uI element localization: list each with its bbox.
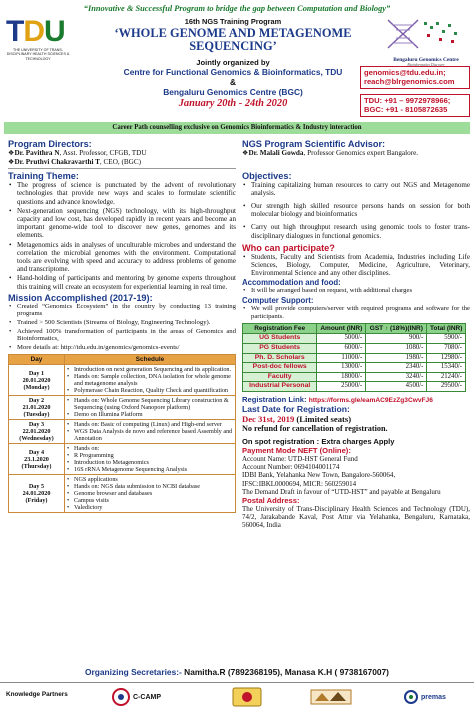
list-item: • Hands on: <box>67 445 233 452</box>
tdu-logo-letters: TDU <box>6 15 65 48</box>
schedule-day: Day 1 <box>28 369 45 377</box>
support-list <box>242 305 470 320</box>
list-item: • Our strength high skilled resource persons hands on session for both molecular biology and bioinformatics <box>242 202 470 218</box>
schedule-items-cell <box>65 475 236 513</box>
list-item: • Trained > 500 Scientists (Streams of Biology, Engineering Technology). <box>8 319 236 327</box>
director-2: ❖Dr. Pruthvi Chakravarthi T, CEO, (BGC) <box>8 157 142 166</box>
list-item: • Hands on: Basic of computing (Linux) and High-end server <box>67 421 233 428</box>
schedule-day: Day 4 <box>28 448 45 456</box>
organizer-amp: & <box>229 77 237 87</box>
fee-table <box>242 323 466 392</box>
fee-amount-cell: 18000/- <box>317 372 366 382</box>
tdu-logo <box>6 16 70 78</box>
list-item: • Training capitalizing human resources to carry out NGS and Metagenome analysis. <box>242 181 470 197</box>
phone-tdu: TDU: +91 – 9972978966; <box>364 96 451 105</box>
last-date-row: Last Date for Registration: <box>242 403 350 414</box>
fee-total-cell: 7080/- <box>427 344 466 354</box>
list-item: • R Programming <box>67 452 233 459</box>
list-item: • Achieved 100% transformation of participants in the areas of Genomics and Bioinformatics, <box>8 328 236 343</box>
schedule-weekday: (Wednesday) <box>19 435 54 443</box>
organizer-1: Centre for Functional Genomics & Bioinformatics, TDU <box>123 67 343 77</box>
postal-address: The University of Trans-Disciplinary Health Sciences and Technology (TDU), 74/2, Jarakabande Kaval, Post Attur via Yelahanka, Bengaluru, Karnataka, 560064, India <box>242 504 470 530</box>
tagline: “Innovative & Successful Program to bridge the gap between Computation and Biology” <box>83 4 391 13</box>
list-item: • Genome browser and databases <box>67 490 233 497</box>
fee-total-cell: 5900/- <box>427 334 466 344</box>
organizer-2: Bengaluru Genomics Centre (BGC) <box>163 87 303 97</box>
schedule-weekday: (Tuesday) <box>23 411 50 419</box>
table-row <box>243 382 466 392</box>
footer-partners <box>0 682 474 710</box>
table-row <box>243 334 466 344</box>
list-item: • Hands on: Sample collection, DNA isolation for whole genome and metagenome analysis <box>67 373 233 387</box>
list-item: • Created “Genomics Ecosystem” in the country by conducting 13 training programs <box>8 303 236 318</box>
fee-col-amount: Amount (INR) <box>317 324 366 334</box>
ccamp-icon <box>112 688 130 706</box>
list-item: • It will be arranged based on request, with additional charges <box>242 287 470 295</box>
schedule-day-cell <box>9 444 65 475</box>
list-item: • Next-generation sequencing (NGS) technology, with its high-throughput capacity and low cost, has developed rapidly in recent years and become an important genome-wide tool to discover new genes, genomes and its elements. <box>8 207 236 240</box>
schedule-weekday: (Friday) <box>25 497 48 505</box>
fee-gst-cell: 3240/- <box>366 372 427 382</box>
ifsc-micr: IFSC:IBKL0000694, MICR: 560259014 <box>242 479 357 488</box>
list-item: • The progress of science is punctuated by the advent of revolutionary technologies that provide new ways and scales to formulate scientific questions and advance knowledge. <box>8 181 236 206</box>
partner-emblem-icon <box>232 687 262 707</box>
fee-total-cell: 29500/- <box>427 382 466 392</box>
fee-amount-cell: 6000/- <box>317 344 366 354</box>
participate-heading: Who can participate? <box>242 242 335 253</box>
fee-amount-cell: 5000/- <box>317 334 366 344</box>
table-row <box>243 372 466 382</box>
mission-heading: Mission Accomplished (2017-19): <box>8 292 153 303</box>
no-refund: No refund for cancellation of registration. <box>242 423 388 433</box>
fee-col-category: Registration Fee <box>243 324 317 334</box>
fee-total-cell: 12980/- <box>427 353 466 363</box>
fee-amount-cell: 25000/- <box>317 382 366 392</box>
program-title: ‘WHOLE GENOME AND METAGENOME SEQUENCING’ <box>114 26 352 53</box>
fee-amount-cell: 13000/- <box>317 363 366 373</box>
schedule-items-cell <box>65 444 236 475</box>
fee-total-cell: 15340/- <box>427 363 466 373</box>
premas-icon <box>404 690 418 704</box>
schedule-day-cell <box>9 475 65 513</box>
fee-gst-cell: 2340/- <box>366 363 427 373</box>
email-box <box>360 66 470 89</box>
partner-emblem-icon <box>310 687 352 707</box>
schedule-weekday: (Monday) <box>23 383 50 391</box>
fee-total-cell: 21240/- <box>427 372 466 382</box>
partner-logo-3 <box>310 687 352 707</box>
table-row <box>9 475 236 513</box>
left-column <box>8 139 236 513</box>
table-row <box>243 344 466 354</box>
fee-cat-cell: Faculty <box>243 372 317 382</box>
email-tdu[interactable]: genomics@tdu.edu.in; <box>364 68 446 77</box>
fee-body <box>243 334 466 392</box>
schedule-items-cell <box>65 396 236 420</box>
list-item: • Introduction to Metagenomics <box>67 459 233 466</box>
organized-by: Jointly organized by <box>196 58 270 67</box>
support-heading: Computer Support: <box>242 296 314 306</box>
objectives-heading: Objectives: <box>242 170 292 181</box>
list-item: • Polymerase Chain Reaction, Quality Check and quantification <box>67 387 233 394</box>
training-theme-heading: Training Theme: <box>8 171 79 182</box>
fee-gst-cell: 900/- <box>366 334 427 344</box>
premas-logo: premas <box>404 687 446 707</box>
training-theme-list <box>8 181 236 291</box>
list-item[interactable]: • More details at: http://tdu.edu.in/genomics/genomics-events/ <box>8 344 236 352</box>
schedule-date: 23.1.2020 <box>24 455 49 463</box>
schedule-col-day: Day <box>9 355 65 365</box>
last-date-value-row: Dec 31st, 2019 (Limited seats) <box>242 413 352 424</box>
schedule-items-cell <box>65 420 236 444</box>
tdu-logo-subtitle: THE UNIVERSITY OF TRANS-DISCIPLINARY HEALTH SCIENCES & TECHNOLOGY <box>6 48 70 61</box>
phone-bgc: BGC: +91 - 8105872635 <box>364 105 448 115</box>
list-item: • Hands on: Whole Genome Sequencing Library construction & Sequencing (using Oxford Nanopore platform) <box>67 397 233 411</box>
schedule-date: 20.01.2020 <box>22 376 51 384</box>
phone-box <box>360 94 470 117</box>
program-label: 16th NGS Training Program <box>184 17 282 26</box>
right-column <box>242 139 470 530</box>
schedule-day-cell <box>9 396 65 420</box>
advisor-heading: NGS Program Scientific Advisor: <box>242 139 386 149</box>
schedule-items-cell <box>65 365 236 396</box>
email-bgc[interactable]: reach@blrgenomics.com <box>364 77 455 87</box>
list-item: • Valedictory <box>67 504 233 511</box>
fee-col-total: Total (INR) <box>427 324 466 334</box>
account-number: Account Number: 0694104001174 <box>242 463 340 472</box>
fee-cat-cell: Ph. D. Scholars <box>243 353 317 363</box>
schedule-day-cell <box>9 365 65 396</box>
organizing-secretaries: Organizing Secretaries:- Namitha.R (7892368195), Manasa K.H ( 9738167007) <box>85 667 389 677</box>
payment-heading: Payment Mode NEFT (Online): <box>242 445 351 455</box>
list-item: • 16S rRNA Metagenome Sequencing Analysis <box>67 466 233 473</box>
fee-cat-cell: PG Students <box>243 344 317 354</box>
header <box>92 17 374 109</box>
schedule-day: Day 3 <box>28 421 45 429</box>
bgc-logo-sub: Bioinformatics Discover <box>407 63 445 67</box>
list-item: • Carry out high throughput research using genomic tools to foster trans-disciplinary dialogues in functional genomics. <box>242 223 470 239</box>
objectives-list <box>242 181 470 240</box>
mission-list <box>8 303 236 352</box>
table-row <box>9 396 236 420</box>
participate-list <box>242 253 470 278</box>
fee-col-gst: GST ↑ (18%)(INR) <box>366 324 427 334</box>
list-item: • WGS Data Analysis de novo and reference based Assembly and Annotation <box>67 428 233 442</box>
schedule-weekday: (Thursday) <box>21 462 52 470</box>
fee-amount-cell: 11000/- <box>317 353 366 363</box>
table-row <box>9 420 236 444</box>
fee-cat-cell: Post-doc fellows <box>243 363 317 373</box>
program-dates: January 20th - 24th 2020 <box>178 98 288 109</box>
fee-gst-cell: 1080/- <box>366 344 427 354</box>
schedule-col-schedule: Schedule <box>65 355 236 365</box>
schedule-day-cell <box>9 420 65 444</box>
list-item: • Demo on Illumina Platform <box>67 411 233 418</box>
ccamp-logo: C-CAMP <box>112 687 161 707</box>
account-name: Account Name: UTD-HST General Fund <box>242 454 358 463</box>
schedule-day: Day 2 <box>28 397 45 405</box>
table-row <box>9 365 236 396</box>
bgc-logo-name: Bengaluru Genomics Centre <box>393 57 459 63</box>
list-item: • Introduction on next generation Sequencing and its application. <box>67 366 233 373</box>
list-item: • Hand-holding of participants and mentoring by genome experts throughout this training will create an ecosystem for experiential learning in real time. <box>8 274 236 290</box>
list-item: • Campus visits <box>67 497 233 504</box>
registration-link[interactable]: https://forms.gle/eamAC9EzZg3CwvFJ6 <box>308 396 433 404</box>
table-row <box>243 353 466 363</box>
advisor: ❖Dr. Malali Gowda, Professor Genomics expert Bangalore. <box>242 149 419 157</box>
accommodation-list <box>242 287 470 295</box>
career-banner: Career Path counselling exclusive on Genomics Bioinformatics & Industry interaction <box>4 122 470 134</box>
fee-gst-cell: 4500/- <box>366 382 427 392</box>
partner-logo-2 <box>232 687 262 707</box>
schedule-date: 24.01.2020 <box>22 490 51 498</box>
fee-cat-cell: Industrial Personal <box>243 382 317 392</box>
accommodation-heading: Accommodation and food: <box>242 278 341 288</box>
list-item: • We will provide computers/server with required programs and software for the participants. <box>242 305 470 320</box>
list-item: • Hands on: NGS data submission to NCBI database <box>67 483 233 490</box>
list-item: • Students, Faculty and Scientists from Academia, Industries including Life Sciences, Biology, Computer, Medicine, Agriculture, Veterinary, Environmental Science and any other disciplines. <box>242 253 470 278</box>
registration-link-row: Registration Link: https://forms.gle/eamAC9EzZg3CwvFJ6 <box>242 394 433 404</box>
schedule-date: 21.01.2020 <box>22 404 51 412</box>
table-row <box>9 444 236 475</box>
dna-helix-icon <box>382 16 470 52</box>
spot-registration: On spot registration : Extra charges Apply <box>242 436 395 446</box>
demand-draft: The Demand Draft in favour of “UTD-HST” and payable at Bengaluru <box>242 487 441 496</box>
table-row <box>243 363 466 373</box>
schedule-day: Day 5 <box>28 483 45 491</box>
schedule-body <box>9 365 236 513</box>
fee-gst-cell: 1980/- <box>366 353 427 363</box>
bank-branch: IDBI Bank, Yelahanka New Town, Bangalore-560064, <box>242 471 396 480</box>
schedule-date: 22.01.2020 <box>22 428 51 436</box>
director-1: ❖Dr. Pavithra N, Asst. Professor, CFGB, TDU <box>8 149 147 157</box>
bgc-logo <box>382 16 470 68</box>
schedule-table <box>8 354 236 513</box>
fee-cat-cell: UG Students <box>243 334 317 344</box>
divider <box>8 168 236 169</box>
postal-heading: Postal Address: <box>242 495 300 505</box>
directors-heading: Program Directors: <box>8 139 92 149</box>
list-item: • NGS applications <box>67 476 233 483</box>
list-item: • Metagenomics aids in analyses of unculturable microbes and understand the correlation the microbial genomes with the environment. Computational tools are evolving with speed and accuracy to address problems of genome and transcriptome. <box>8 241 236 274</box>
knowledge-partners-label: Knowledge Partners <box>6 691 68 698</box>
